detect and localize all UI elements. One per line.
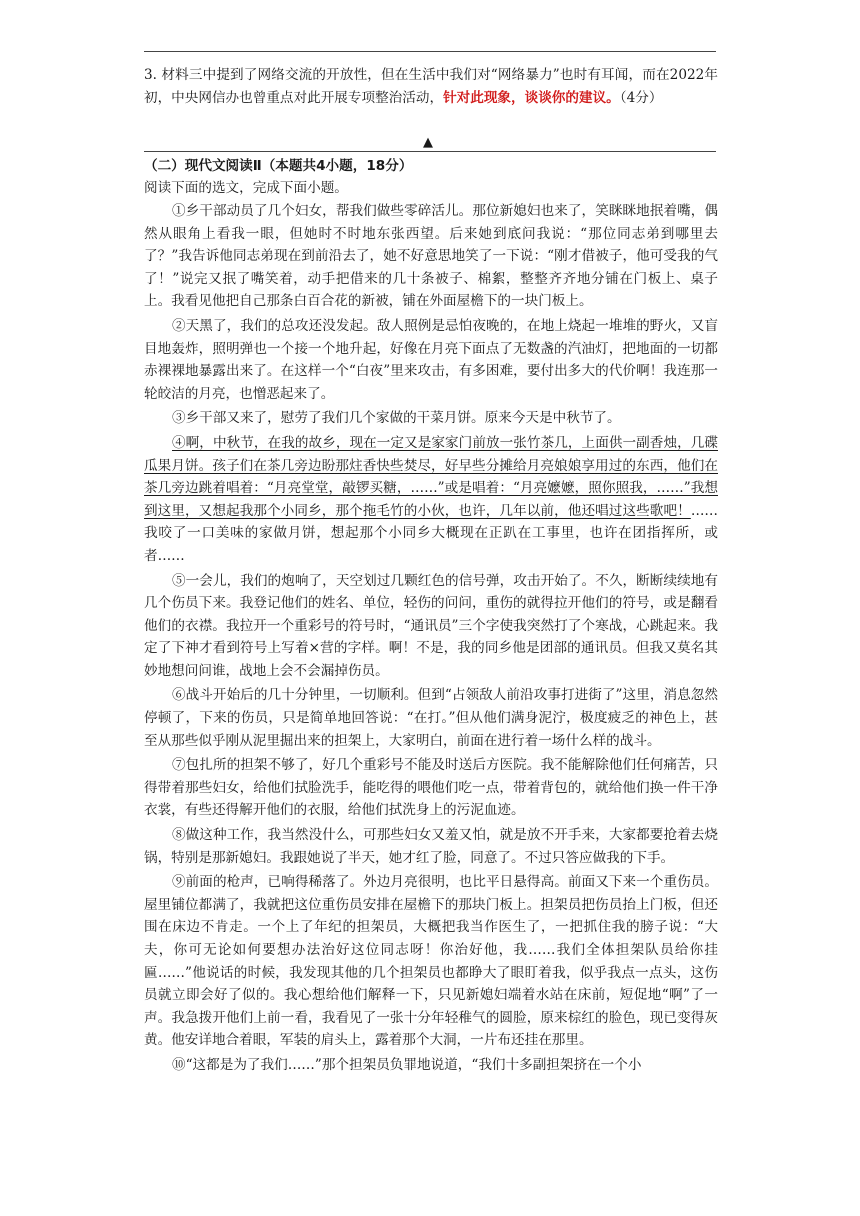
paragraph-3: ③乡干部又来了，慰劳了我们几个家做的干菜月饼。原来今天是中秋节了。 (172, 410, 621, 427)
paragraph-10: ⑩“这都是为了我们……”那个担架员负罪地说道，“我们十多副担架挤在一个小 (172, 1056, 642, 1073)
paragraph-4-rest: ……我咬了一口美味的家做月饼，想起那个小同乡大概现在正趴在工事里，也许在团指挥所，或者…… (144, 502, 718, 564)
question-3-highlight: 针对此现象，谈谈你的建议。 (443, 90, 620, 106)
paragraph-5: ⑤一会儿，我们的炮响了，天空划过几颗红色的信号弹，攻击开始了。不久，断断续续地有几个伤员下来。我登记他们的姓名、单位，轻伤的问问，重伤的就得拉开他们的符号，或是翻看他们的衣襟。我拉开一个重彩号的符号时，“通讯员”三个字使我突然打了个寒战，心跳起来。我定了下神才看到符号上写着×营的字样。啊！不是，我的同乡他是团部的通讯员。但我又莫名其妙地想问问谁，战地上会不会漏掉伤员。 (144, 572, 718, 679)
paragraph-2: ②天黑了，我们的总攻还没发起。敌人照例是忌怕夜晚的，在地上烧起一堆堆的野火，又盲目地轰炸，照明弹也一个接一个地升起，好像在月亮下面点了无数盏的汽油灯，把地面的一切都赤裸裸地暴露出来了。在这样一个“白夜”里来攻击，有多困难，要付出多大的代价啊！我连那一轮皎洁的月亮，也憎恶起来了。 (144, 317, 718, 402)
paragraph-4 (144, 432, 718, 568)
paragraph-1: ①乡干部动员了几个妇女，帮我们做些零碎活儿。那位新媳妇也来了，笑眯眯地抿着嘴，偶然从眼角上看我一眼，但她时不时地东张西望。后来她到底问我说：“那位同志弟到哪里去了？”我告诉他同志弟现在到前沿去了，她不好意思地笑了一下说：“刚才借被子，他可受我的气了！”说完又抿了嘴笑着，动手把借来的几十条被子、棉絮，整整齐齐地分铺在门板上、桌子上。我看见他把自己那条白百合花的新被，铺在外面屋檐下的一块门板上。 (144, 203, 718, 310)
question-3-text: 3. 材料三中提到了网络交流的开放性，但在生活中我们对“网络暴力”也时有耳闻，而在2022年初，中央网信办也曾重点对此开展专项整治活动， (144, 67, 718, 106)
paragraph-9: ⑨前面的枪声，已响得稀落了。外边月亮很明，也比平日悬得高。前面又下来一个重伤员。屋里铺位都满了，我就把这位重伤员安排在屋檐下的那块门板上。担架员把伤员抬上门板，但还围在床边不肯走。一个上了年纪的担架员，大概把我当作医生了，一把抓住我的膀子说：“大夫，你可无论如何要想办法治好这位同志呀！你治好他，我……我们全体担架队员给你挂匾……”他说话的时候，我发现其他的几个担架员也都睁大了眼盯着我，似乎我点一点头，这伤员就立即会好了似的。我心想给他们解释一下，只见新媳妇端着水站在床前，短促地“啊”了一声。我急拨开他们上前一看，我看见了一张十分年轻稚气的圆脸，原来棕红的脸色，现已变得灰黄。他安详地合着眼，军装的肩头上，露着那个大洞，一片布还挂在那里。 (144, 874, 718, 1049)
answer-marker: ▲ (423, 135, 433, 150)
section-title: （二）现代文阅读Ⅱ（本题共4小题，18分） (144, 158, 413, 174)
paragraph-8: ⑧做这种工作，我当然没什么，可那些妇女又羞又怕，就是放不开手来，大家都要抢着去烧锅，特别是那新媳妇。我跟她说了半天，她才红了脸，同意了。不过只答应做我的下手。 (144, 827, 718, 866)
question-3-score: （4分） (619, 90, 663, 106)
question-3 (144, 64, 718, 110)
paragraph-6: ⑥战斗开始后的几十分钟里，一切顺利。但到“占领敌人前沿攻事打进街了”这里，消息忽然停顿了，下来的伤员，只是简单地回答说：“在打。”但从他们满身泥泞，极度疲乏的神色上，甚至从那些似乎刚从泥里掘出来的担架上，大家明白，前面在进行着一场什么样的战斗。 (144, 687, 718, 749)
top-divider (144, 51, 716, 52)
paragraph-7: ⑦包扎所的担架不够了，好几个重彩号不能及时送后方医院。我不能解除他们任何痛苦，只得带着那些妇女，给他们拭脸洗手，能吃得的喂他们吃一点，带着背包的，就给他们换一件干净衣裳，有些还得解开他们的衣服，给他们拭洗身上的污泥血迹。 (144, 757, 718, 819)
section-instruction: 阅读下面的选文，完成下面小题。 (144, 180, 348, 196)
paragraph-4-underlined: ④啊，中秋节，在我的故乡，现在一定又是家家门前放一张竹茶几，上面供一副香烛，几碟瓜果月饼。孩子们在茶几旁边盼那炷香快些焚尽，好早些分摊给月亮娘娘享用过的东西，他们在茶几旁边跳着唱着：“月亮堂堂，敲锣买糖，……”或是唱着：“月亮嬷嬷，照你照我，……”我想到这里，又想起我那个小同乡，那个拖毛竹的小伙，也许，几年以前，他还唱过这些歌吧！ (144, 434, 718, 519)
answer-line (144, 151, 716, 152)
reading-passage (144, 200, 718, 1079)
